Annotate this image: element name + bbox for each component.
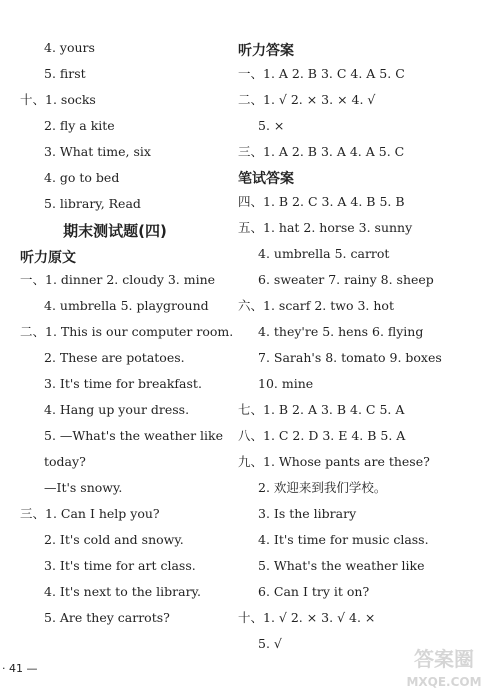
answer-line: 四、1. B 2. C 3. A 4. B 5. B [238,194,405,209]
answer-line: 2. fly a kite [44,118,115,133]
answer-line: 4. It's next to the library. [44,584,201,599]
answer-line: 五、1. hat 2. horse 3. sunny [238,220,413,235]
answer-line: 十、1. socks [20,92,96,107]
listening-script-heading: 听力原文 [20,250,76,266]
answer-line: 5. What's the weather like [258,558,425,573]
answer-line: 七、1. B 2. A 3. B 4. C 5. A [238,402,405,417]
answer-line: 4. Hang up your dress. [44,402,190,417]
answer-line: 4. yours [44,40,95,55]
answer-line: 3. What time, six [44,144,151,159]
answer-line: 一、1. A 2. B 3. C 4. A 5. C [238,66,405,81]
answer-line: 7. Sarah's 8. tomato 9. boxes [258,350,442,365]
answer-line: 5. first [44,66,86,81]
answer-line: 4. It's time for music class. [258,532,429,547]
answer-line: 5. library, Read [44,196,141,211]
answer-line: 九、1. Whose pants are these? [238,454,430,469]
answer-line: 10. mine [258,376,314,391]
answer-line: 5. √ [258,636,282,651]
answer-line: 4. umbrella 5. carrot [258,246,390,261]
answer-line: 2. These are potatoes. [44,350,185,365]
watermark-url: MXQE.COM [406,675,482,689]
answer-line: 5. × [258,118,285,133]
answer-line: 二、1. √ 2. × 3. × 4. √ [238,92,376,107]
answer-line: 2. 欢迎来到我们学校。 [258,480,387,495]
section-title: 期末测试题(四) [63,222,167,240]
watermark-logo [396,644,492,692]
answer-line: 一、1. dinner 2. cloudy 3. mine [20,272,216,287]
answer-line: 5. Are they carrots? [44,610,170,625]
answer-line: 八、1. C 2. D 3. E 4. B 5. A [238,428,406,443]
answer-line: 4. go to bed [44,170,120,185]
answer-line: 5. —What's the weather like [44,428,223,443]
listening-answers-heading: 听力答案 [238,43,294,59]
answer-line: 三、1. A 2. B 3. A 4. A 5. C [238,144,405,159]
answer-line: 二、1. This is our computer room. [20,324,234,339]
written-answers-heading: 笔试答案 [238,171,294,187]
answer-line: 3. It's time for breakfast. [44,376,202,391]
answer-line: —It's snowy. [44,480,123,495]
watermark-text: 答案圈 [414,647,474,671]
answer-line: today? [44,454,86,469]
answer-line: 十、1. √ 2. × 3. √ 4. × [238,610,376,625]
answer-line: 4. they're 5. hens 6. flying [258,324,424,339]
answer-line: 4. umbrella 5. playground [44,298,209,313]
answer-line: 6. sweater 7. rainy 8. sheep [258,272,434,287]
answer-line: 六、1. scarf 2. two 3. hot [238,298,394,313]
answer-line: 6. Can I try it on? [258,584,370,599]
answer-line: 2. It's cold and snowy. [44,532,184,547]
answer-line: 3. It's time for art class. [44,558,196,573]
page-number: · 41 — [2,662,38,675]
answer-line: 3. Is the library [258,506,357,521]
answer-line: 三、1. Can I help you? [20,506,160,521]
